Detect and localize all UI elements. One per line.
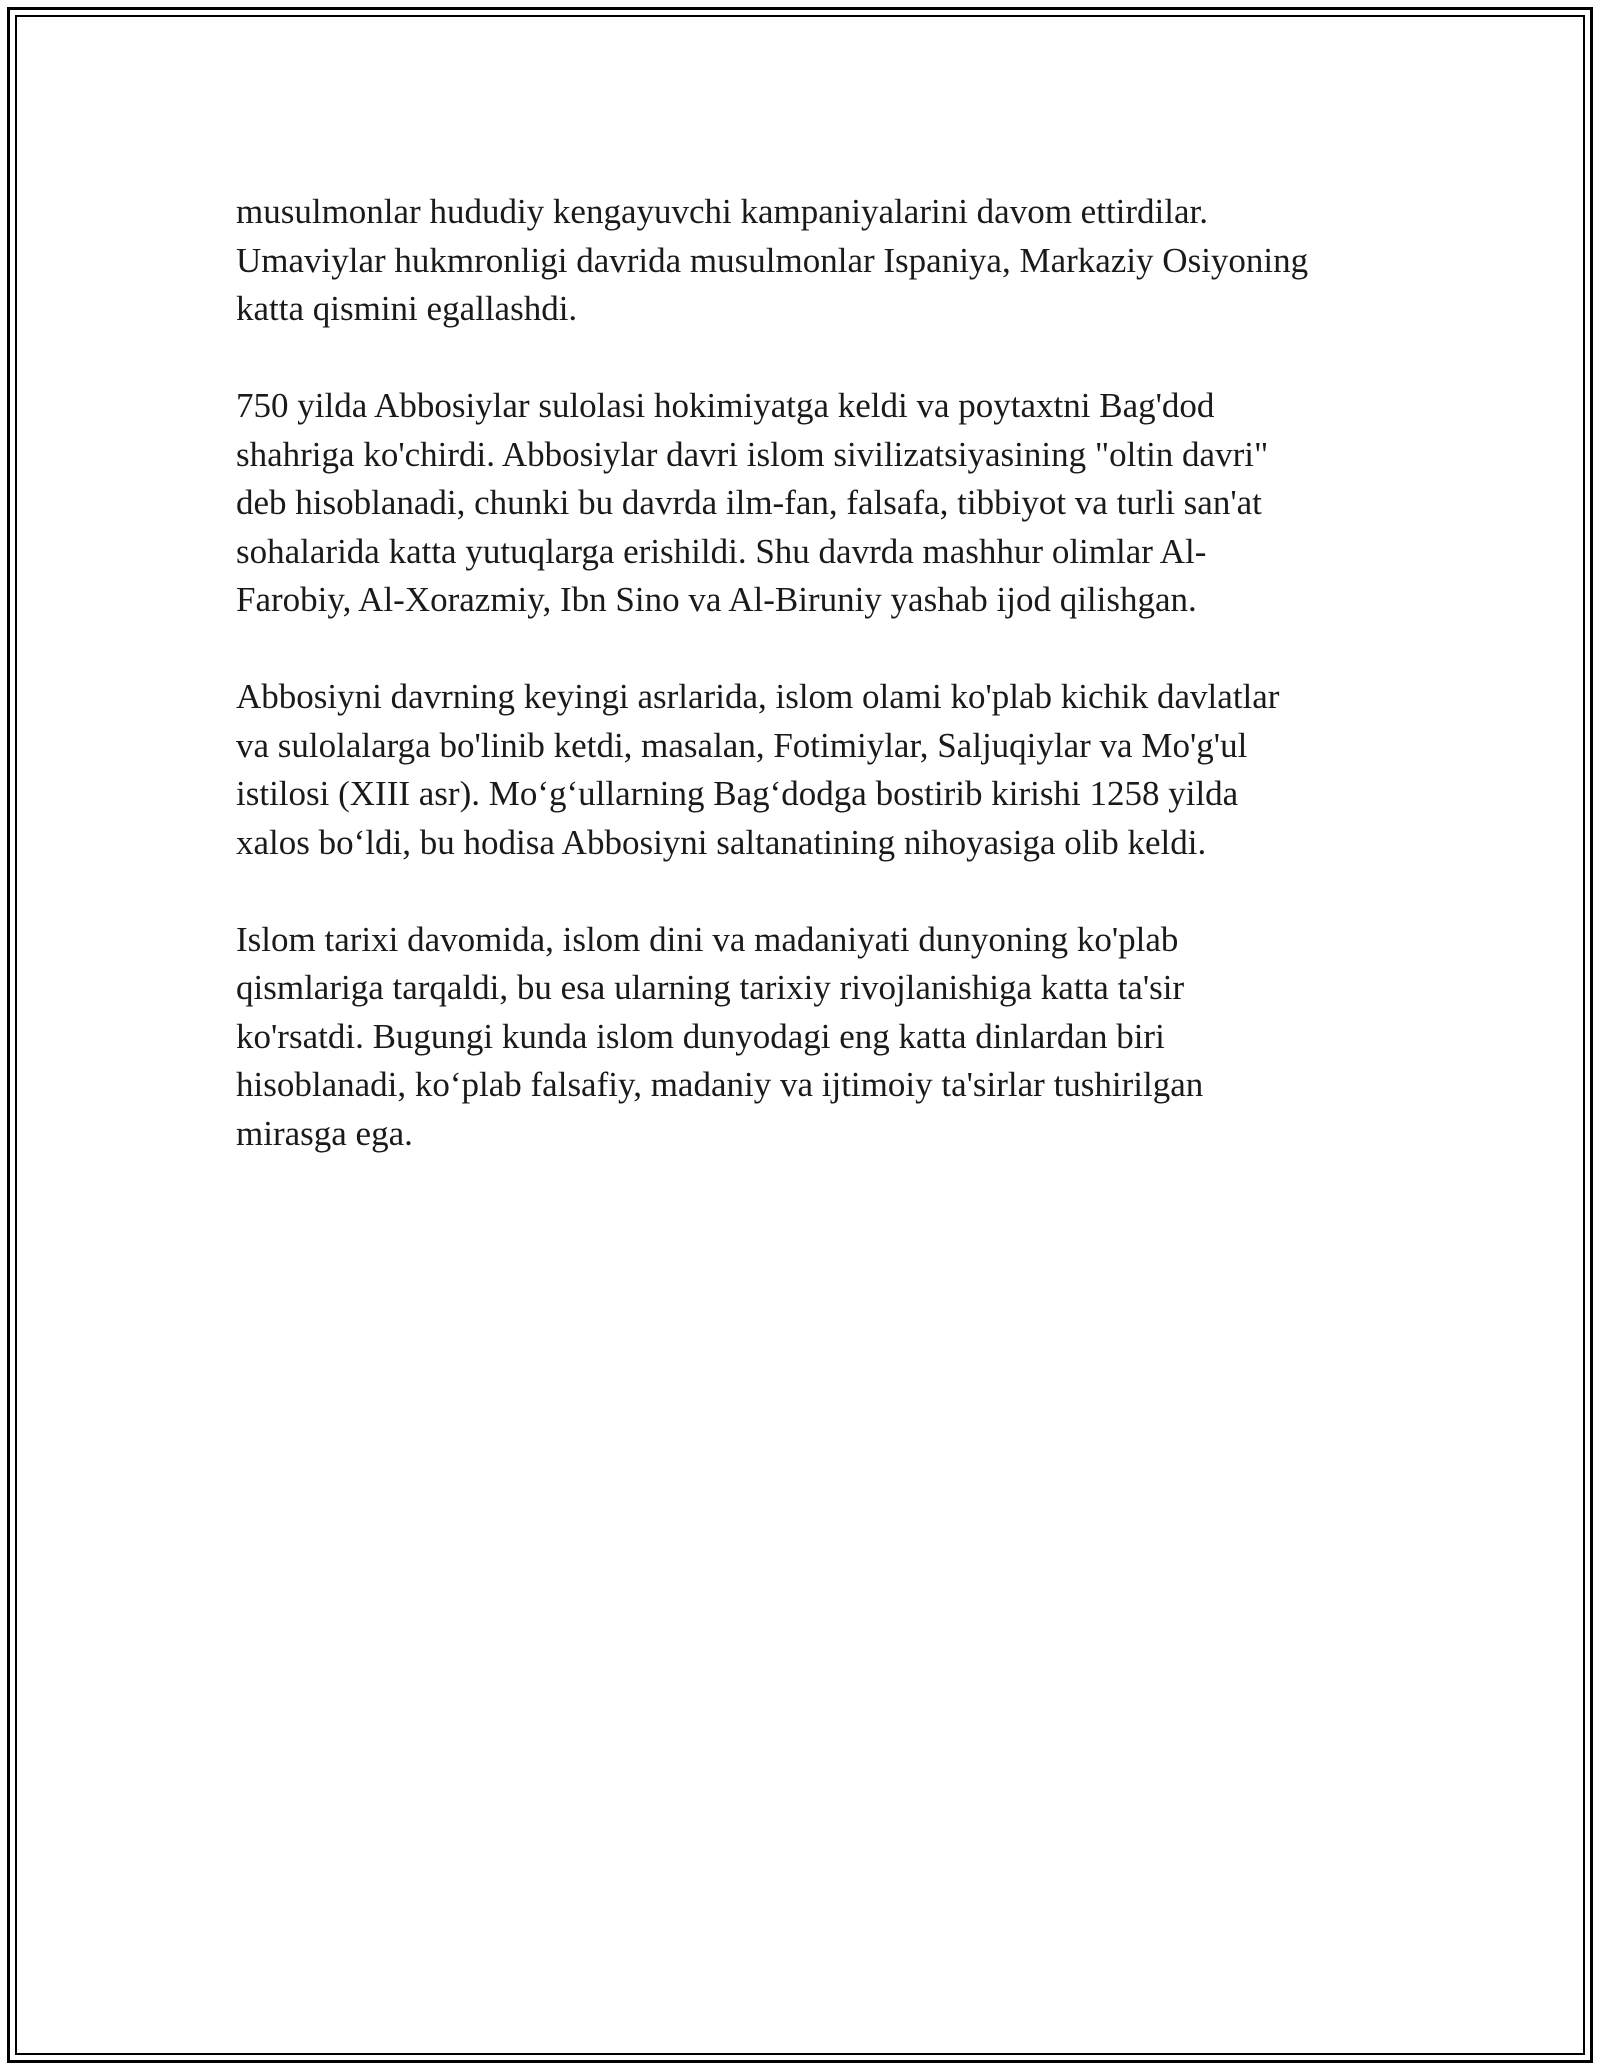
paragraph-abbasid-golden-age: 750 yilda Abbosiylar sulolasi hokimiyatga keldi va poytaxtni Bag'dod shahriga ko'chirdi. Abbosiylar davri islom sivilizatsiyasining "oltin davri" deb hisoblanadi, chunki bu davrda ilm-fan, falsafa, tibbiyot va turli san'at sohalarida katta yutuqlarga erishildi. Shu davrda mashhur olimlar Al- Farobiy, Al-Xorazmiy, Ibn Sino va Al-Biruniy yashab ijod qilishgan.: [236, 386, 1269, 619]
paragraph-islam-legacy: Islom tarixi davomida, islom dini va madaniyati dunyoning ko'plab qismlariga tarqaldi, bu esa ularning tarixiy rivojlanishiga katta ta'sir ko'rsatdi. Bugungi kunda islom dunyodagi eng katta dinlardan biri hisoblanadi, ko‘plab falsafiy, madaniy va ijtimoiy ta'sirlar tushirilgan mirasga ega.: [236, 919, 1204, 1153]
paragraph-abbasid-decline: Abbosiyni davrning keyingi asrlarida, islom olami ko'plab kichik davlatlar va sulolalarga bo'linib ketdi, masalan, Fotimiylar, Saljuqiylar va Mo'g'ul istilosi (XIII asr). Mo‘g‘ullarning Bag‘dodga bostirib kirishi 1258 yilda xalos bo‘ldi, bu hodisa Abbosiyni saltanatining nihoyasiga olib keldi.: [236, 677, 1280, 862]
document-body: [236, 188, 1376, 1207]
paragraph-umayyad-expansion: musulmonlar hududiy kengayuvchi kampaniyalarini davom ettirdilar. Umaviylar hukmronligi davrida musulmonlar Ispaniya, Markaziy Osiyoning katta qismini egallashdi.: [236, 192, 1309, 328]
